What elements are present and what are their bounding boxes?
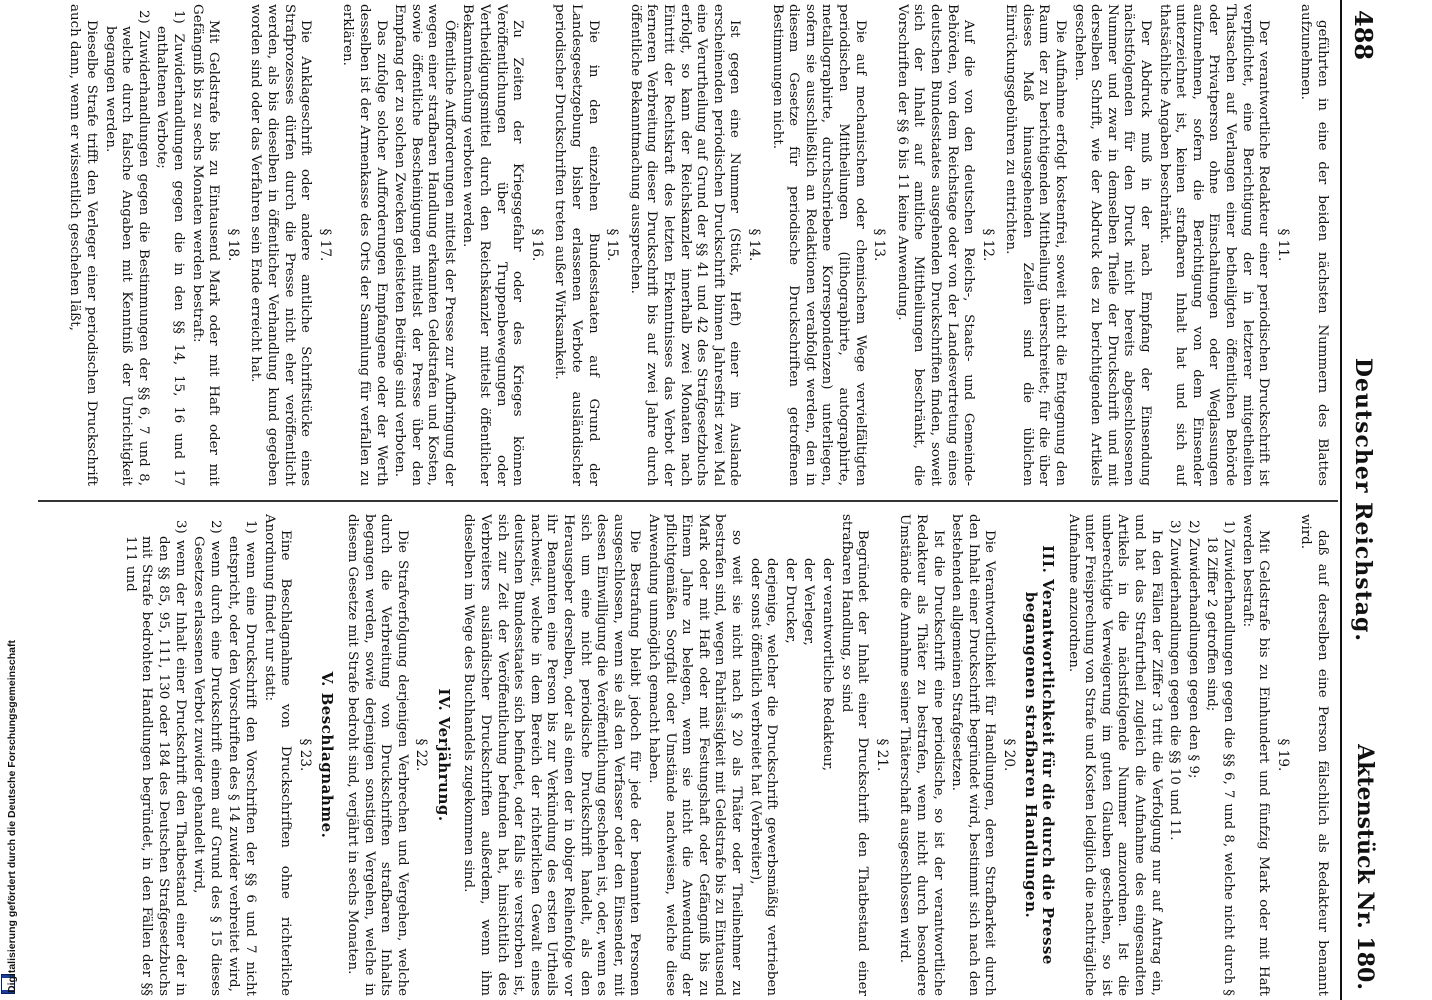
- right-part-heading: III. Verantwortlichkeit für die durch die Presse begangenen strafbaren Handlungen.: [1022, 545, 1058, 965]
- right-paragraph: Eine Beschlagnahme von Druckschriften ohne richterliche Anordnung findet nur statt:: [261, 514, 294, 996]
- digitization-credit: Digitalisierung gefördert durch die Deutsche Forschungsgemeinschaft: [6, 640, 18, 993]
- left-section-heading: § 18.: [224, 228, 241, 262]
- right-indented-line: derjenige, welcher die Druckschrift gewerbsmäßig vertrieben oder sonst öffentlich verbreitet hat (Verbreiter),: [747, 558, 780, 996]
- right-paragraph: daß auf derselben eine Person fälschlich als Redakteur benannt wird.: [1298, 514, 1330, 996]
- right-text-column: [30, 514, 1330, 996]
- left-section-heading: § 14.: [746, 228, 762, 262]
- right-list-item: 3) wenn der Inhalt einer Druckschrift den Thatbestand einer der in den §§ 85, 95, 111, 130 oder 184 des Deutschen Strafgesetzbuchs mit Strafe bedrohten Handlungen begründet, in den Fällen der §§ 111 und: [122, 520, 188, 996]
- column-divider: [38, 500, 1338, 502]
- left-section-heading: § 16.: [528, 228, 545, 262]
- left-paragraph: Das zufolge solcher Aufforderungen Empfangene oder der Werth desselben ist der Armenkasse des Orts der Sammlung für verfallen zu erklären.: [340, 4, 389, 486]
- left-list-item: 2) Zuwiderhandlungen gegen die Bestimmungen der §§ 6, 7 und 8, welche durch falsche Angaben mit Kenntniß der Unrichtigkeit begangen werden.: [102, 10, 151, 486]
- right-paragraph: Begründet der Inhalt einer Druckschrift den Thatbestand einer strafbaren Handlung, so sind: [838, 514, 871, 996]
- right-section-heading: § 22.: [413, 738, 430, 772]
- left-paragraph: Der verantwortliche Redakteur einer periodischen Druckschrift ist verpflichtet, eine Berichtigung der in letzterer mitgetheilten Thatsachen auf Verlangen einer betheiligten öffentlichen Behörde oder Privatperson ohne Einschaltungen oder Weglassungen aufzunehmen, sofern die Berichtigung von dem Einsender unterzeichnet ist, keinen strafbaren Inhalt hat und sich auf thatsächliche Angaben beschränkt.: [1156, 4, 1272, 486]
- left-paragraph: Öffentliche Aufforderungen mittelst der Presse zur Aufbringung der wegen einer strafbaren Handlung erkannten Geldstrafen und Kosten, sowie öffentliche Bescheinigungen mittelst der Presse über den Empfang der zu solchen Zwecken geleisteten Beiträge sind verboten.: [392, 4, 457, 486]
- right-section-heading: § 23.: [296, 738, 313, 772]
- left-paragraph: Ist gegen eine Nummer (Stück, Heft) einer im Auslande erscheinenden periodischen Druckschrift binnen Jahresfrist zwei Mal eine Verurtheilung auf Grund der §§ 41 und 42 des Strafgesetzbuchs erfolgt, so kann der Reichskanzler innerhalb zwei Monaten nach Eintritt der Rechtskraft des letzten Erkenntnisses das Verbot der ferneren Verbreitung dieser Druckschrift bis auf zwei Jahre durch öffentliche Bekanntmachung aussprechen.: [627, 4, 743, 486]
- right-paragraph: Mit Geldstrafe bis zu Einhundert und fünfzig Mark oder mit Haft werden bestraft:: [1239, 514, 1272, 996]
- right-section-heading: § 20.: [1000, 738, 1017, 772]
- right-part-heading: IV. Verjährung.: [434, 688, 453, 822]
- left-list-item: 1) Zuwiderhandlungen gegen die in den §§ 14, 15, 16 und 17 enthaltenen Verbote;: [154, 10, 186, 486]
- right-list-item: 1) Zuwiderhandlungen gegen die §§ 6, 7 und 8, welche nicht durch § 18 Ziffer 2 getroffen sind;: [1204, 520, 1237, 996]
- right-paragraph: Die Verantwortlichkeit für Handlungen, deren Strafbarkeit durch den Inhalt einer Druckschrift begründet wird, bestimmt sich nach den bestehenden allgemeinen Strafgesetzen.: [949, 514, 998, 996]
- right-section-heading: § 21.: [873, 738, 890, 772]
- header-rule: [1340, 0, 1342, 1000]
- right-paragraph: Die Bestrafung bleibt jedoch für jede der benannten Personen ausgeschlossen, wenn sie als den Verfasser oder den Einsender, mit dessen Einwilligung die Veröffentlichung geschehen ist, oder, wenn es sich um eine nicht periodische Druckschrift handelt, als den Herausgeber derselben, oder als einen der in obiger Reihenfolge vor ihr Benannten eine Person bis zur Verkündung des ersten Urtheils nachweist, welche in dem Bereich der richterlichen Gewalt eines deutschen Bundesstaates sich befindet, oder falls sie verstorben ist, sich zur Zeit der Veröffentlichung befunden hat, hinsichtlich des Verbreiters ausländischer Druckschriften außerdem, wenn ihm dieselben im Wege des Buchhandels zugekommen sind.: [461, 514, 643, 996]
- left-paragraph: Die auf mechanischem oder chemischem Wege vervielfältigten periodischen Mittheilungen (lithographirte, autographirte, metallographirte, durchschriebene Korrespondenzen) unterliegen, sofern sie ausschließlich an Redaktionen verabfolgt werden, den in diesem Gesetze für periodische Druckschriften getroffenen Bestimmungen nicht.: [769, 4, 868, 486]
- left-paragraph: Zu Zeiten der Kriegsgefahr oder des Krieges können Veröffentlichungen über Truppenbewegungen oder Vertheidigungsmittel durch den Reichskanzler mittelst öffentlicher Bekanntmachung verboten werden.: [460, 4, 526, 486]
- left-paragraph: Mit Geldstrafe bis zu Eintausend Mark oder mit Haft oder mit Gefängniß bis zu sechs Monaten werden bestraft:: [189, 4, 222, 486]
- right-part-heading: V. Beschlagnahme.: [318, 671, 337, 839]
- left-paragraph: Der Abdruck muß in der nach Empfang der Einsendung nächstfolgenden für den Druck nicht bereits abgeschlossenen Nummer und zwar in demselben Theile der Druckschrift und mit derselben Schrift, wie der Abdruck des zu berichtigenden Artikels geschehen.: [1071, 4, 1154, 486]
- right-paragraph: so weit sie nicht nach § 20 als Thäter oder Theilnehmer zu bestrafen sind, wegen Fahrlässigkeit mit Geldstrafe bis zu Eintausend Mark oder mit Haft oder mit Festungshaft oder Gefängniß bis zu Einem Jahre zu belegen, wenn sie nicht die Anwendung der pflichtgemäßen Sorgfalt oder Umstände nachweisen, welche diese Anwendung unmöglich gemacht haben.: [646, 514, 744, 996]
- left-paragraph: Auf die von den deutschen Reichs-, Staats- und Gemeinde-Behörden, von dem Reichstage oder von der Landesvertretung eines deutschen Bundesstaates ausgehenden Druckschriften finden, soweit sich der Inhalt auf amtliche Mittheilungen beschränkt, die Vorschriften der §§ 6 bis 11 keine Anwendung.: [894, 4, 977, 486]
- right-indented-line: der verantwortliche Redakteur,: [819, 558, 835, 772]
- rotated-scanned-page: [30, 0, 1400, 1000]
- left-text-column: [30, 4, 1330, 486]
- right-list-item: 2) wenn durch eine Druckschrift einem auf Grund des § 15 dieses Gesetzes erlassenen Verbot zuwider gehandelt wird,: [191, 520, 223, 996]
- left-paragraph: Die Aufnahme erfolgt kostenfrei, soweit nicht die Entgegnung den Raum der zu berichtigenden Mittheilung überschreitet; für die über dieses Maß hinausgehenden Zeilen sind die üblichen Einrückungsgebühren zu entrichten.: [1003, 4, 1069, 486]
- right-section-heading: § 19.: [1274, 738, 1291, 772]
- left-paragraph: Die Anklageschrift oder andere amtliche Schriftstücke eines Strafprozesses dürfen durch die Presse nicht eher veröffentlicht werden, als bis dieselben in öffentlicher Verhandlung kund gegeben worden sind oder das Verfahren sein Ende erreicht hat.: [248, 4, 314, 486]
- right-indented-line: der Verleger,: [801, 558, 817, 646]
- left-section-heading: § 13.: [871, 228, 888, 262]
- left-paragraph: Die in den einzelnen Bundesstaaten auf Grund der Landesgesetzgebung bisher erlassenen Verbote ausländischer periodischer Druckschriften treten außer Wirksamkeit.: [552, 4, 601, 486]
- right-paragraph: Ist die Druckschrift eine periodische, so ist der verantwortliche Redakteur als Thäter zu bestrafen, wenn nicht durch besondere Umstände die Annahme seiner Thäterschaft ausgeschlossen wird.: [897, 514, 946, 996]
- right-indented-line: der Drucker,: [782, 558, 798, 644]
- left-section-heading: § 12.: [979, 228, 996, 262]
- page-number: 488: [1349, 10, 1378, 61]
- left-section-heading: § 17.: [316, 228, 333, 262]
- left-paragraph: Dieselbe Strafe trifft den Verleger einer periodischen Druckschrift auch dann, wenn er wissentlich geschehen läßt,: [67, 4, 100, 486]
- right-list-item: 1) wenn eine Druckschrift den Vorschriften der §§ 6 und 7 nicht entspricht, oder den Vorschriften des § 14 zuwider verbreitet wird,: [226, 520, 258, 996]
- right-list-item: 2) Zuwiderhandlungen gegen den § 9;: [1185, 520, 1201, 779]
- left-section-heading: § 11.: [1274, 228, 1291, 262]
- document-id: Aktenstück Nr. 180.: [1352, 744, 1378, 990]
- left-section-heading: § 15.: [604, 228, 621, 262]
- page-header: [1348, 0, 1378, 1000]
- right-list-item: 3) Zuwiderhandlungen gegen die §§ 10 und 11.: [1167, 520, 1183, 841]
- left-paragraph: geführten in eine der beiden nächsten Nummern des Blattes aufzunehmen.: [1298, 4, 1330, 486]
- running-title: Deutscher Reichstag.: [1350, 357, 1376, 643]
- right-paragraph: In den Fällen der Ziffer 3 tritt die Verfolgung nur auf Antrag ein, und hat das Strafurtheil zugleich die Aufnahme des eingesandten Artikels in die nächstfolgende Nummer anzuordnen. Ist die unberechtigte Verweigerung im guten Glauben geschehen, so ist unter Freisprechung von Strafe und Kosten lediglich die nachträgliche Aufnahme anzuordnen.: [1065, 514, 1164, 996]
- right-paragraph: Die Strafverfolgung derjenigen Verbrechen und Vergehen, welche durch die Verbreitung von Druckschriften strafbaren Inhalts begangen werden, sowie derjenigen sonstigen Vergehen, welche in diesem Gesetze mit Strafe bedroht sind, verjährt in sechs Monaten.: [344, 514, 410, 996]
